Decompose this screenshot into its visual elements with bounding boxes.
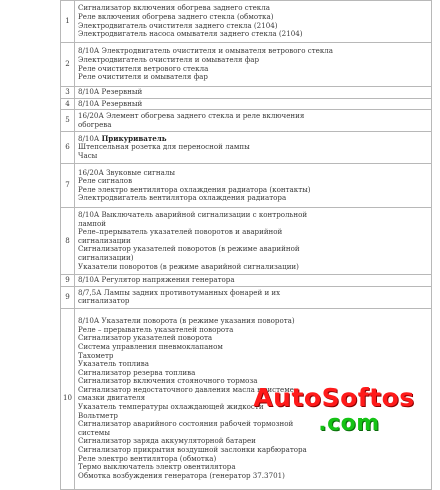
fuse-number: 2 (61, 43, 75, 87)
description-text: сигнализатор (78, 297, 130, 306)
description-line (78, 446, 428, 455)
fuse-row (61, 1, 432, 43)
fuse-description (75, 1, 432, 43)
description-text: Система управления пневмоклапаном (78, 342, 223, 351)
description-text: Часы (78, 151, 98, 160)
description-line (78, 73, 428, 82)
description-line (78, 289, 428, 298)
description-line (78, 437, 428, 446)
description-line (78, 169, 428, 178)
description-line (78, 317, 428, 326)
description-text: Реле сигналов (78, 177, 133, 186)
description-line (78, 394, 428, 403)
description-text: Указатель температуры охлаждающей жидкости (78, 403, 264, 412)
fuse-row (61, 164, 432, 208)
description-line (78, 429, 428, 438)
description-line (78, 220, 428, 229)
fuse-row (61, 275, 432, 287)
description-text: Реле электро вентилятора (обмотка) (78, 454, 217, 463)
description-text: 8/10А (78, 134, 102, 143)
description-line (78, 343, 428, 352)
description-line (78, 334, 428, 343)
description-line (78, 455, 428, 464)
description-text: Реле очистителя и омывателя фар (78, 73, 208, 82)
description-line (78, 369, 428, 378)
description-line (78, 112, 428, 121)
description-text: Сигнализатор указателей поворотов (в режиме аварийной (78, 245, 300, 254)
fuse-row (61, 308, 432, 489)
description-text: Сигнализатор указателей поворота (78, 334, 213, 343)
fuse-row (61, 98, 432, 110)
description-line (78, 56, 428, 65)
description-line (78, 254, 428, 263)
description-text: Электродвигатель вентилятора охлаждения радиатора (78, 194, 287, 203)
description-text: сигнализации) (78, 254, 134, 263)
fuse-number: 1 (61, 1, 75, 43)
description-text: Реле–прерыватель указателей поворотов и аварийной (78, 228, 283, 237)
description-line (78, 403, 428, 412)
description-line (78, 211, 428, 220)
description-text: Сигнализатор недостаточного давления масла в системе (78, 385, 294, 394)
description-text: 8/10А Резервный (78, 99, 143, 108)
description-text: лампой (78, 219, 106, 228)
description-bold-text: Прикуриватель (101, 134, 167, 143)
description-line (78, 65, 428, 74)
description-text: 16/20А Звуковые сигналы (78, 168, 175, 177)
description-line (78, 30, 428, 39)
fuse-number: 4 (61, 98, 75, 110)
fuse-description (75, 208, 432, 275)
description-text: обогрева (78, 120, 112, 129)
description-line (78, 88, 428, 97)
fuse-number: 9 (61, 286, 75, 308)
description-text: 8/10А Электродвигатель очистителя и омывателя ветрового стекла (78, 47, 334, 56)
description-text: 8/10А Выключатель аварийной сигнализации с контрольной (78, 211, 308, 220)
fuse-row (61, 132, 432, 164)
description-text: системы (78, 428, 110, 437)
description-text: Штепсельная розетка для переносной лампы (78, 143, 250, 152)
description-line (78, 135, 428, 144)
fuse-description (75, 275, 432, 287)
description-line (78, 22, 428, 31)
fuse-description (75, 87, 432, 99)
description-line (78, 276, 428, 285)
description-text: Обмотка возбуждения генератора (генератор 37.3701) (78, 471, 285, 480)
fuse-description (75, 164, 432, 208)
description-text: смазки двигателя (78, 394, 146, 403)
fuse-number: 7 (61, 164, 75, 208)
fuse-row (61, 110, 432, 132)
description-text: сигнализации (78, 236, 131, 245)
description-line (78, 386, 428, 395)
description-line (78, 297, 428, 306)
fuse-row (61, 87, 432, 99)
fuse-description (75, 132, 432, 164)
fuse-number: 10 (61, 308, 75, 489)
description-line (78, 194, 428, 203)
description-text: Тахометр (78, 351, 114, 360)
fuse-row (61, 43, 432, 87)
description-line (78, 121, 428, 130)
description-line (78, 377, 428, 386)
fuse-number: 9 (61, 275, 75, 287)
fuse-description (75, 286, 432, 308)
fuse-description (75, 308, 432, 489)
description-text: Сигнализатор заряда аккумуляторной батареи (78, 437, 256, 446)
fuse-row (61, 208, 432, 275)
description-line (78, 263, 428, 272)
description-line (78, 47, 428, 56)
fuse-number: 3 (61, 87, 75, 99)
fuse-description (75, 43, 432, 87)
fuse-table-page (60, 0, 432, 490)
fuse-number: 8 (61, 208, 75, 275)
description-text: Сигнализатор аварийного состояния рабочей тормозной (78, 420, 294, 429)
description-line (78, 100, 428, 109)
description-line (78, 228, 428, 237)
description-line (78, 13, 428, 22)
description-text: Реле электро вентилятора охлаждения радиатора (контакты) (78, 185, 311, 194)
watermark-main-text: AutoSoftos (253, 383, 415, 412)
description-line (78, 152, 428, 161)
description-line (78, 463, 428, 472)
description-text: Сигнализатор включения стояночного тормоза (78, 377, 258, 386)
description-text: Указатели поворотов (в режиме аварийной сигнализации) (78, 262, 299, 271)
description-text: Сигнализатор включения обогрева заднего стекла (78, 4, 270, 13)
description-line (78, 420, 428, 429)
description-text: 8/10А Регулятор напряжения генератора (78, 276, 235, 285)
description-line (78, 143, 428, 152)
fuse-table (60, 0, 432, 490)
description-line (78, 4, 428, 13)
description-text: Электродвигатель насоса омывателя заднего стекла (2104) (78, 30, 303, 39)
description-text: 16/20А Элемент обогрева заднего стекла и реле включения (78, 112, 305, 121)
description-text: 8/7,5А Лампы задних противотуманных фонарей и их (78, 288, 281, 297)
description-text: 8/10А Резервный (78, 88, 143, 96)
description-line (78, 245, 428, 254)
fuse-row (61, 286, 432, 308)
description-text: Реле – прерыватель указателей поворота (78, 325, 234, 334)
description-text: Термо выключатель электр овентилятора (78, 463, 236, 472)
fuse-number: 6 (61, 132, 75, 164)
fuse-table-body (61, 1, 432, 490)
fuse-description (75, 98, 432, 110)
description-text: Реле включения обогрева заднего стекла (обмотка) (78, 12, 274, 21)
description-text: 8/10А Указатели поворота (в режиме указания поворота) (78, 317, 295, 326)
description-text: Сигнализатор резерва топлива (78, 368, 196, 377)
description-line (78, 326, 428, 335)
description-text: Электродвигатель очистителя и омывателя фар (78, 55, 260, 64)
description-text: Указатель топлива (78, 360, 150, 369)
description-line (78, 186, 428, 195)
description-line (78, 177, 428, 186)
description-line (78, 360, 428, 369)
fuse-number: 5 (61, 110, 75, 132)
description-text: Реле очистителя ветрового стекла (78, 64, 209, 73)
description-line (78, 412, 428, 421)
description-text: Вольтметр (78, 411, 118, 420)
description-line (78, 237, 428, 246)
description-line (78, 352, 428, 361)
watermark-sub-text: .com (318, 411, 380, 436)
fuse-description (75, 110, 432, 132)
description-text: Электродвигатель очистителя заднего стекла (2104) (78, 21, 278, 30)
description-text: Сигнализатор прикрытия воздушной заслонки карбюратора (78, 446, 307, 455)
description-line (78, 472, 428, 481)
